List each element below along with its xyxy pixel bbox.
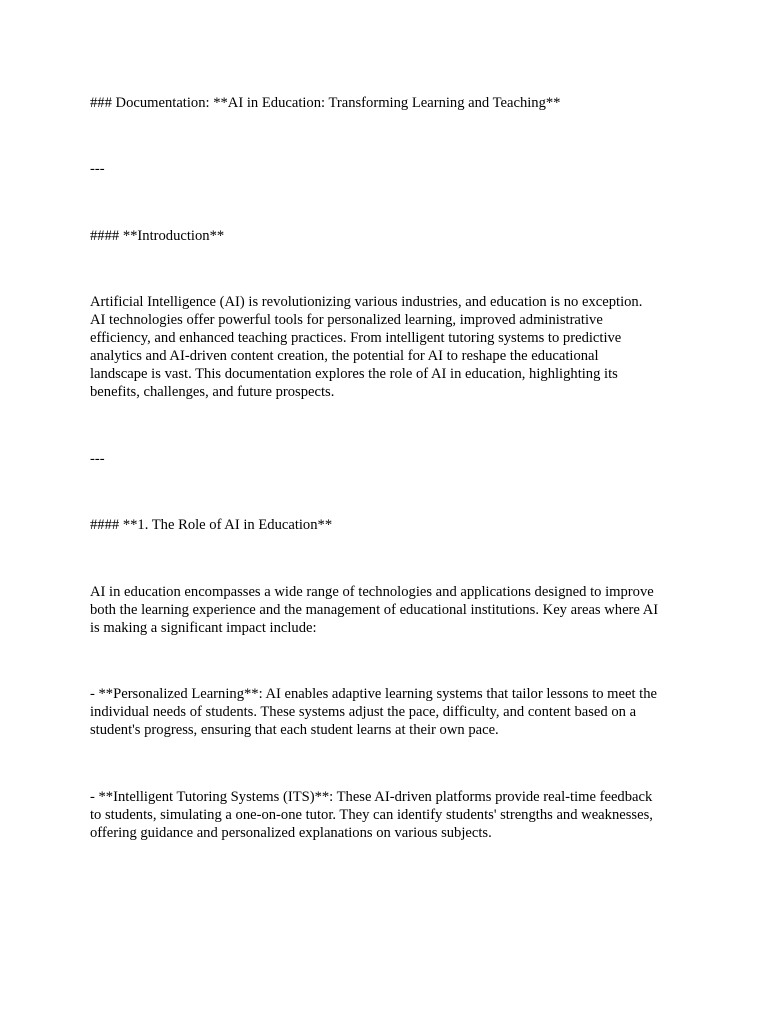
paragraph-line: Artificial Intelligence (AI) is revolutionizing various industries, and education is no exception. [90,294,643,310]
paragraph-line: both the learning experience and the management of educational institutions. Key areas where AI [90,602,659,618]
paragraph-line: to students, simulating a one-on-one tutor. They can identify students' strengths and weaknesses, [90,807,653,823]
paragraph-line: is making a significant impact include: [90,620,317,636]
paragraph-line: student's progress, ensuring that each student learns at their own pace. [90,722,499,738]
paragraph-line: landscape is vast. This documentation explores the role of AI in education, highlighting its [90,366,618,382]
document-title: ### Documentation: **AI in Education: Transforming Learning and Teaching** [90,95,561,111]
paragraph-line: individual needs of students. These systems adjust the pace, difficulty, and content based on a [90,704,637,720]
paragraph-line: - **Intelligent Tutoring Systems (ITS)**: These AI-driven platforms provide real-time feedback [90,789,653,805]
separator: --- [90,451,105,467]
section-1-heading: #### **1. The Role of AI in Education** [90,517,333,533]
intro-paragraph [90,293,690,401]
paragraph-line: AI in education encompasses a wide range of technologies and applications designed to improve [90,584,654,600]
paragraph-line: analytics and AI-driven content creation, the potential for AI to reshape the educational [90,348,599,364]
section-1-paragraph [90,583,690,637]
intro-heading: #### **Introduction** [90,228,225,244]
paragraph-line: AI technologies offer powerful tools for personalized learning, improved administrative [90,312,603,328]
separator: --- [90,161,105,177]
bullet-intelligent-tutoring [90,788,690,842]
paragraph-line: offering guidance and personalized explanations on various subjects. [90,825,492,841]
paragraph-line: - **Personalized Learning**: AI enables adaptive learning systems that tailor lessons to meet the [90,686,657,702]
bullet-personalized-learning [90,685,690,739]
paragraph-line: benefits, challenges, and future prospects. [90,384,335,400]
paragraph-line: efficiency, and enhanced teaching practices. From intelligent tutoring systems to predictive [90,330,622,346]
